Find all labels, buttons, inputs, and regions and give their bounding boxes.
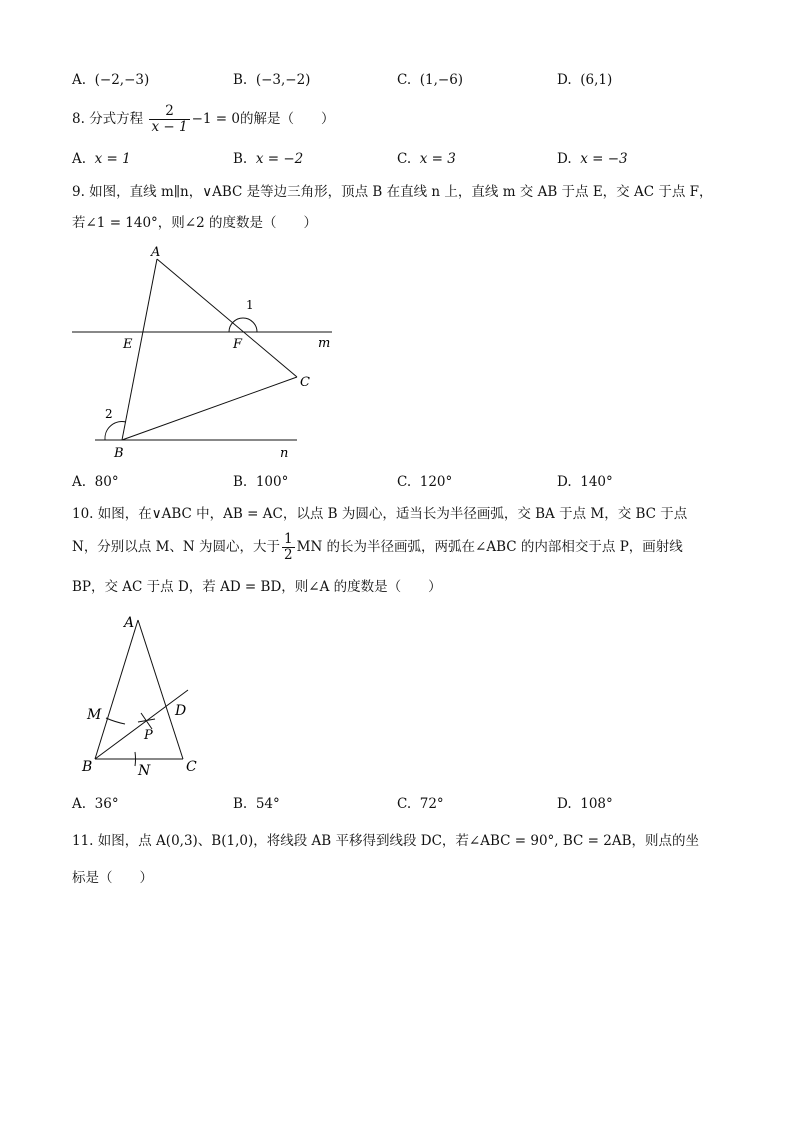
side-ab	[95, 620, 138, 759]
arc-m	[106, 718, 125, 724]
q7-option-d: D. (6,1)	[557, 72, 613, 88]
label-f: F	[233, 337, 243, 352]
label-c: C	[186, 759, 197, 775]
q10-option-a: A. 36°	[72, 796, 119, 812]
q10-option-d: D. 108°	[557, 796, 613, 812]
label-c: C	[300, 375, 310, 390]
q9-option-c: C. 120°	[397, 474, 453, 490]
q9-stem-line2: 若∠1 = 140°，则∠2 的度数是（ ）	[72, 215, 318, 231]
label-a: A	[151, 245, 161, 260]
label-n: N	[138, 763, 151, 779]
ray-bp	[95, 690, 188, 759]
q10-fraction: $\frac{1}{2}$	[284, 531, 293, 563]
label-p: P	[144, 728, 153, 743]
q11-stem-line1: 11. 如图，点 A(0,3)、B(1,0)，将线段 AB 平移得到线段 DC，若∠ABC = 90°, BC = 2AB，则点的坐	[72, 833, 700, 849]
q8-option-c: C. x = 3	[397, 151, 456, 167]
q8-fraction: $\frac{2}{x - 1}$	[151, 103, 188, 135]
q8-option-d: D. x = −3	[557, 151, 628, 167]
q8-stem: 8. 分式方程 $\frac{2}{x - 1}$ −1 = 0的解是（ ）	[72, 103, 335, 135]
label-b: B	[114, 446, 124, 461]
arc-n	[135, 752, 136, 766]
label-e: E	[123, 337, 133, 352]
q10-stem-line2: N，分别以点 M、N 为圆心，大于 $\frac{1}{2}$ MN 的长为半径画弧，两弧在∠ABC 的内部相交于点 P，画射线	[72, 531, 683, 563]
q8-option-a: A. x = 1	[72, 151, 131, 167]
q9-option-a: A. 80°	[72, 474, 119, 490]
q10-stem-line3: BP，交 AC 于点 D，若 AD = BD，则∠A 的度数是（ ）	[72, 579, 442, 595]
label-angle-1: 1	[246, 298, 254, 312]
q7-option-a: A. (−2,−3)	[72, 72, 150, 88]
q9-stem-line1: 9. 如图，直线 m∥n，∨ABC 是等边三角形，顶点 B 在直线 n 上，直线 m 交 AB 于点 E，交 AC 于点 F，	[72, 184, 713, 200]
label-angle-2: 2	[105, 407, 113, 421]
label-n: n	[280, 446, 289, 461]
q9-option-b: B. 100°	[233, 474, 289, 490]
q7-option-c: C. (1,−6)	[397, 72, 464, 88]
label-a: A	[124, 615, 135, 631]
q11-stem-line2: 标是（ ）	[72, 870, 153, 886]
label-m: m	[318, 336, 331, 351]
q8-option-b: B. x = −2	[233, 151, 304, 167]
label-d: D	[175, 703, 187, 719]
label-m: M	[87, 707, 102, 723]
label-b: B	[82, 759, 93, 775]
q10-option-b: B. 54°	[233, 796, 280, 812]
q10-stem-line1: 10. 如图，在∨ABC 中，AB = AC，以点 B 为圆心，适当长为半径画弧，交 BA 于点 M，交 BC 于点	[72, 506, 688, 522]
q10-option-c: C. 72°	[397, 796, 444, 812]
q9-option-d: D. 140°	[557, 474, 613, 490]
q7-option-b: B. (−3,−2)	[233, 72, 311, 88]
